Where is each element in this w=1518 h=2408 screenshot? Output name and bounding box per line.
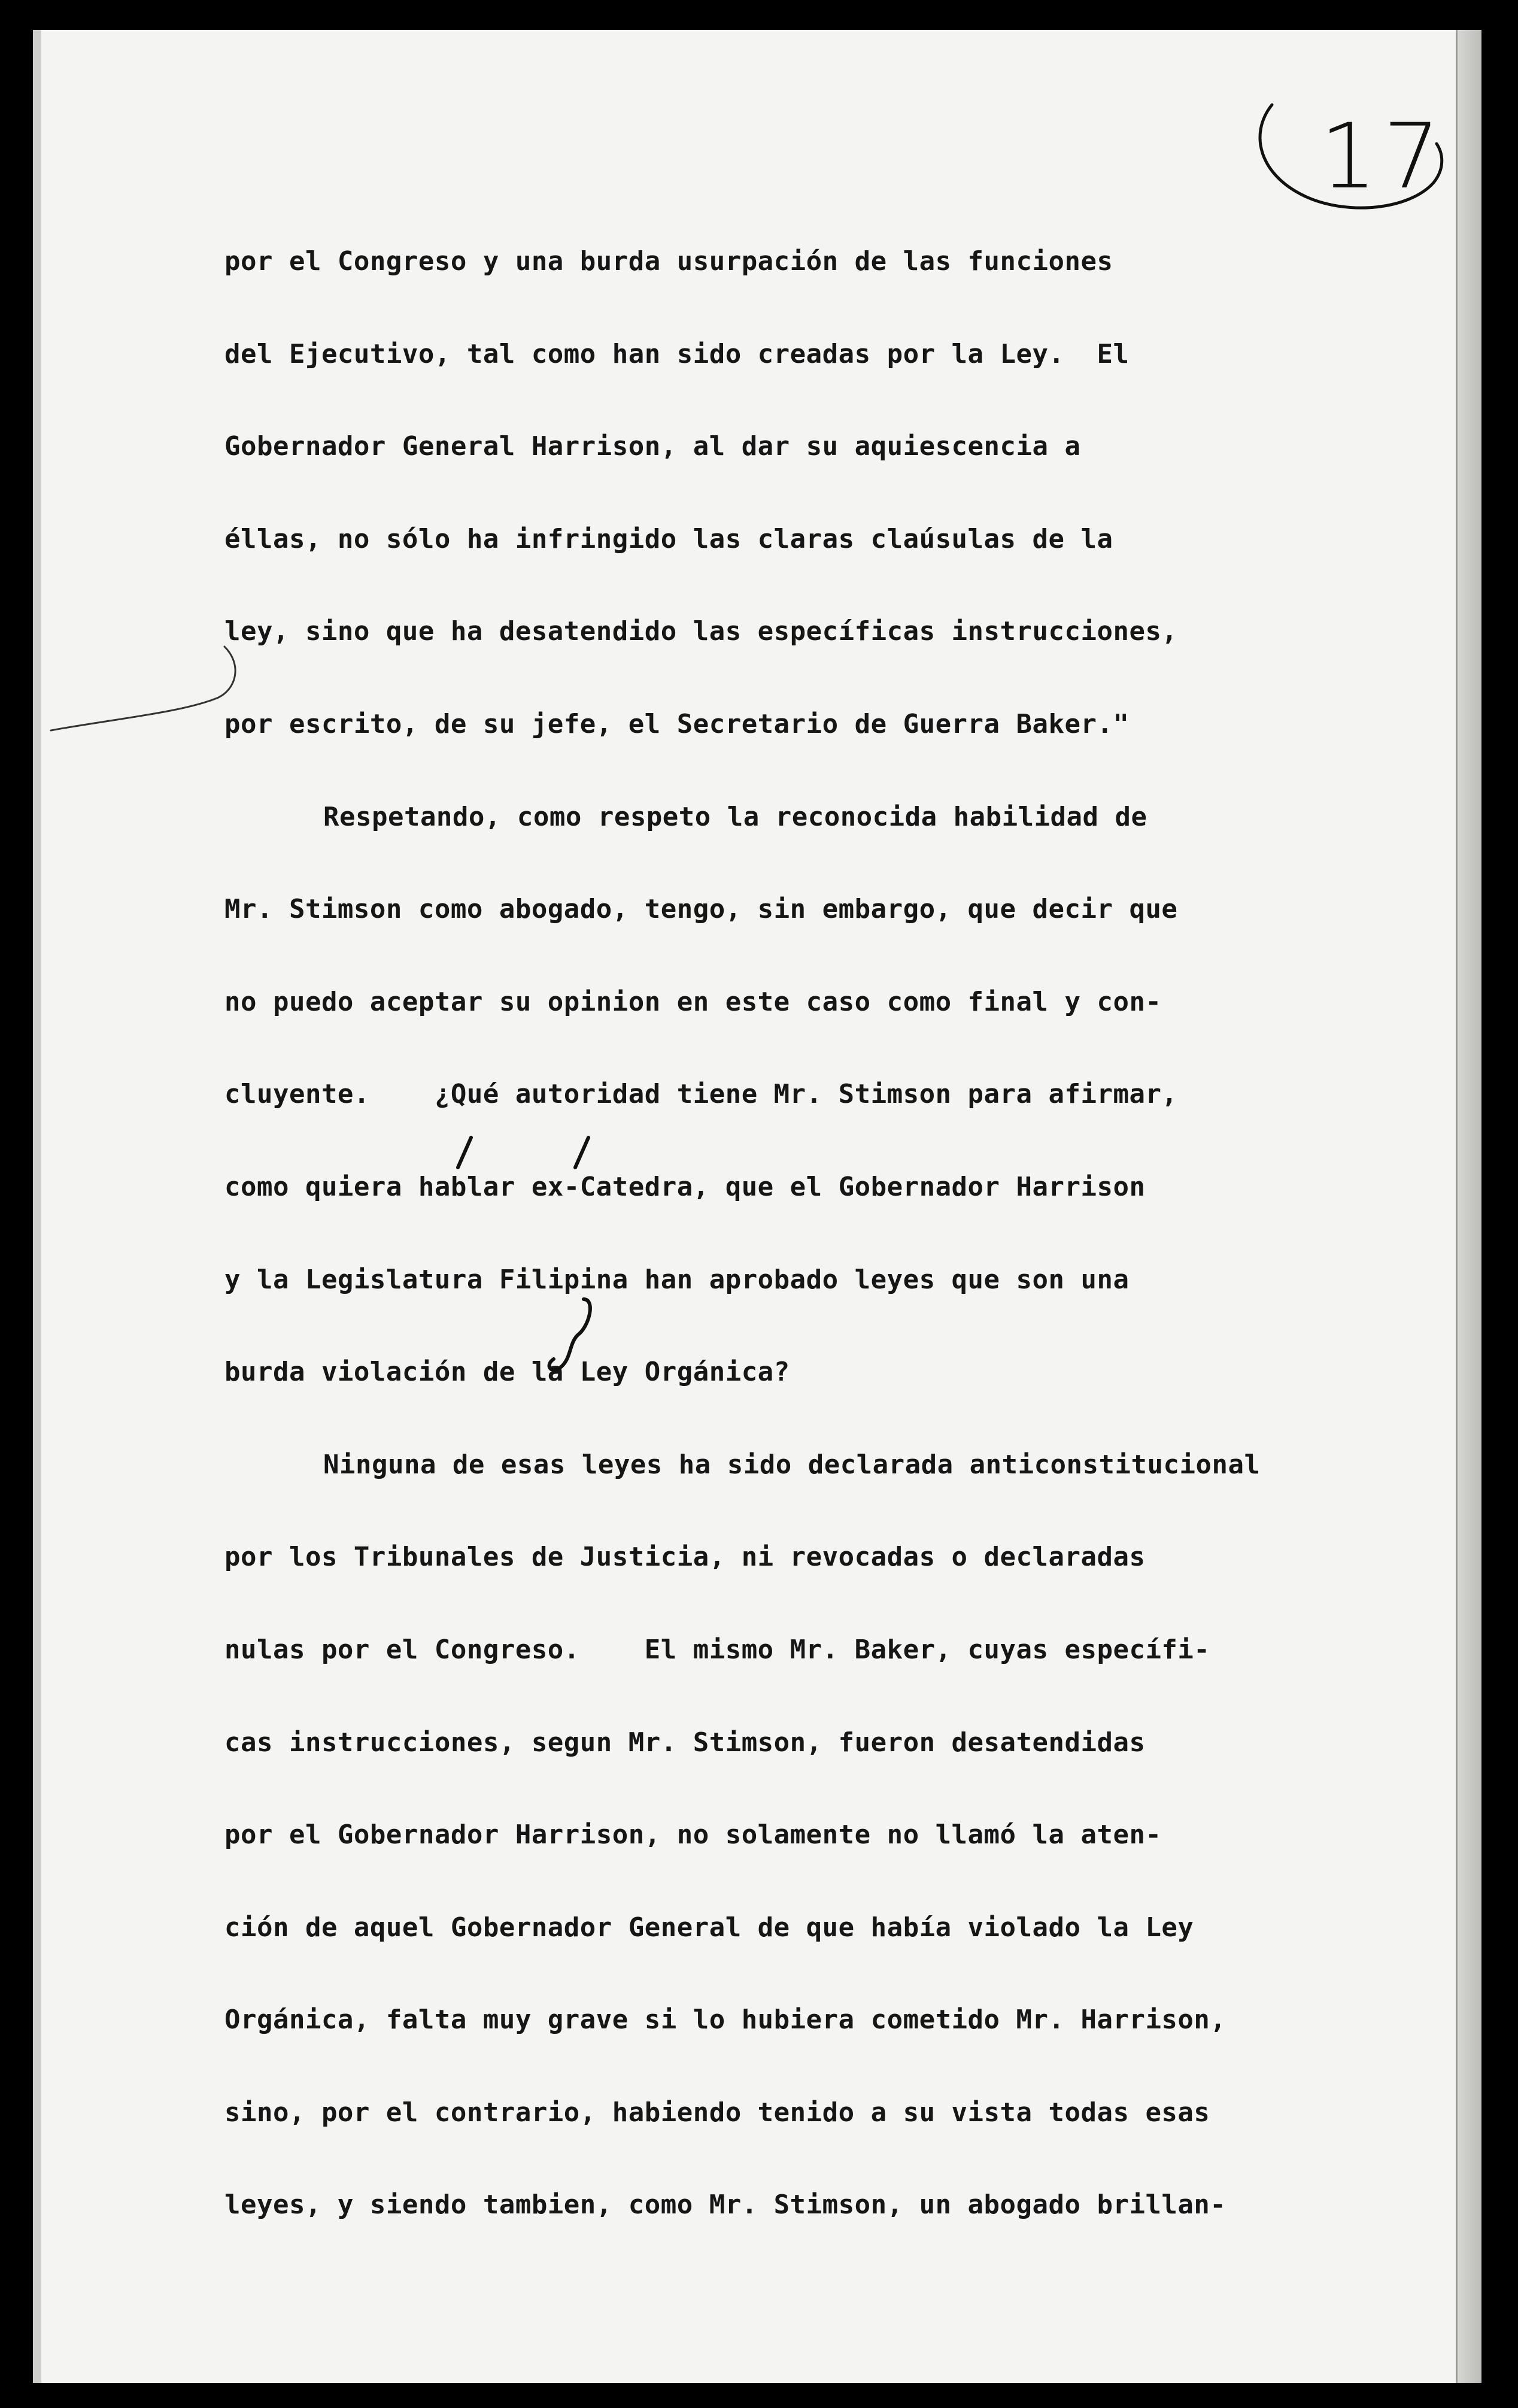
- insertion-mark-icon: [536, 1293, 620, 1377]
- text-line: nulas por el Congreso. El mismo Mr. Baker, cuyas específi-: [224, 1634, 1210, 1665]
- text-line: leyes, y siendo tambien, como Mr. Stimson, un abogado brillan-: [224, 2189, 1226, 2221]
- typed-text-body: [224, 216, 1422, 2252]
- text-line: ción de aquel Gobernador General de que había violado la Ley: [224, 1912, 1194, 1943]
- document-page: [33, 30, 1481, 2383]
- text-line: burda violación de la Ley Orgánica?: [224, 1357, 790, 1388]
- page-edge: [1456, 30, 1481, 2383]
- margin-pencil-mark-icon: [45, 641, 248, 760]
- text-line: Gobernador General Harrison, al dar su aquiescencia a: [224, 431, 1081, 462]
- text-line: y la Legislatura Filipina han aprobado leyes que son una: [224, 1264, 1130, 1295]
- text-line: como quiera hablar ex-Catedra, que el Gobernador Harrison: [224, 1171, 1146, 1202]
- text-line: por los Tribunales de Justicia, ni revocadas o declaradas: [224, 1542, 1146, 1573]
- folio-mark: [1236, 87, 1476, 231]
- text-line: Ninguna de esas leyes ha sido declarada anticonstitucional: [323, 1449, 1261, 1480]
- text-line: del Ejecutivo, tal como han sido creadas por la Ley. El: [224, 338, 1130, 369]
- text-line: no puedo aceptar su opinion en este caso como final y con-: [224, 986, 1162, 1017]
- strike-correction-icon: [434, 1132, 614, 1179]
- text-line: por el Gobernador Harrison, no solamente no llamó la aten-: [224, 1819, 1162, 1851]
- page-left-shadow: [33, 30, 41, 2383]
- text-line: por el Congreso y una burda usurpación de las funciones: [224, 246, 1113, 277]
- text-line: cas instrucciones, segun Mr. Stimson, fueron desatendidas: [224, 1727, 1146, 1758]
- text-line: ley, sino que ha desatendido las específicas instrucciones,: [224, 616, 1178, 647]
- text-line: Respetando, como respeto la reconocida habilidad de: [323, 801, 1147, 832]
- text-line: Orgánica, falta muy grave si lo hubiera cometido Mr. Harrison,: [224, 2004, 1226, 2036]
- text-line: Mr. Stimson como abogado, tengo, sin embargo, que decir que: [224, 894, 1178, 925]
- text-line: éllas, no sólo ha infringido las claras claúsulas de la: [224, 523, 1113, 554]
- text-line: cluyente. ¿Qué autoridad tiene Mr. Stimson para afirmar,: [224, 1079, 1178, 1110]
- folio-number: 17: [1320, 105, 1446, 209]
- text-line: por escrito, de su jefe, el Secretario de Guerra Baker.": [224, 708, 1130, 739]
- text-line: sino, por el contrario, habiendo tenido a su vista todas esas: [224, 2097, 1210, 2128]
